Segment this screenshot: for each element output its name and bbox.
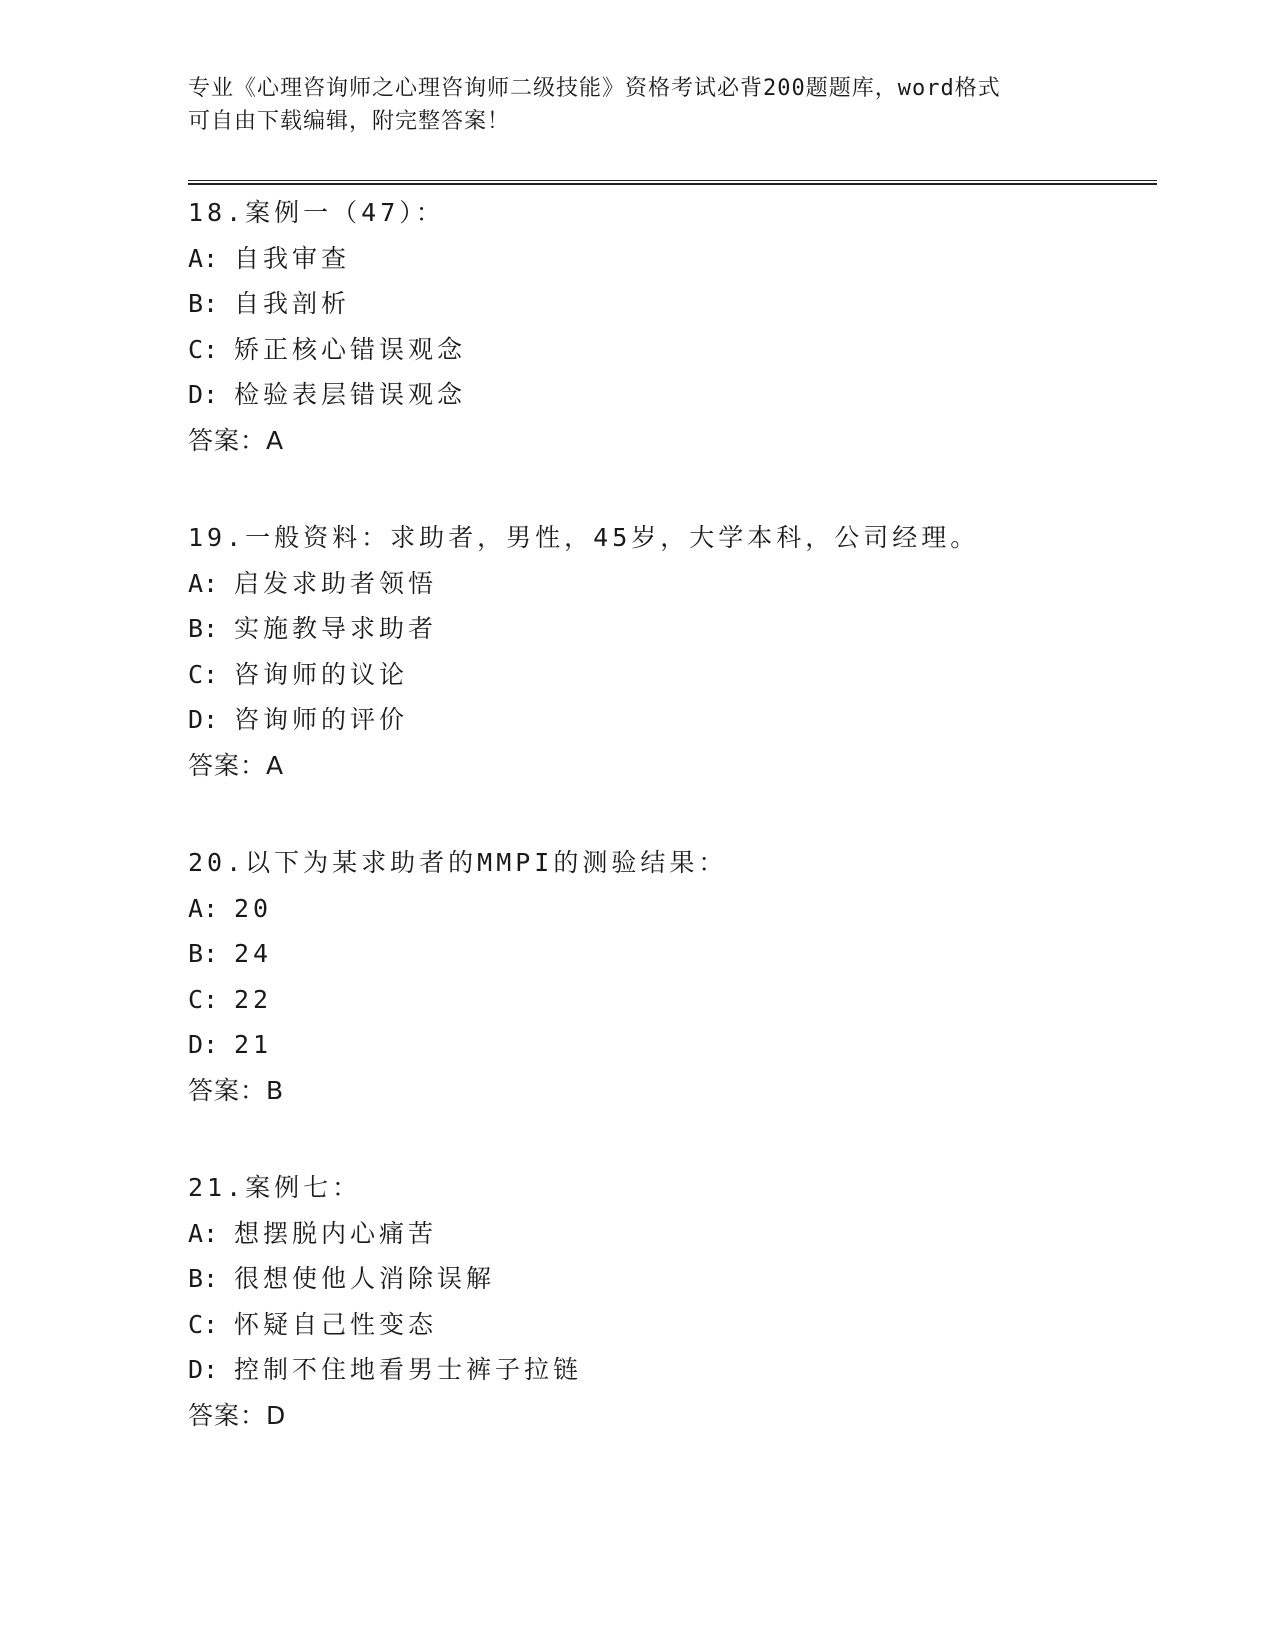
answer-line: 答案：A — [188, 425, 285, 455]
question-18 — [188, 190, 1148, 463]
option-text: 咨询师的评价 — [234, 705, 409, 734]
option-d — [188, 1022, 1148, 1068]
option-text: 20 — [234, 893, 273, 923]
question-stem: 21.案例七： — [188, 1173, 362, 1202]
option-letter: A: — [188, 893, 219, 923]
option-letter: A: — [188, 243, 219, 273]
option-c — [188, 327, 1148, 373]
option-d — [188, 697, 1148, 743]
option-text: 24 — [234, 939, 273, 968]
header-line-1: 专业《心理咨询师之心理咨询师二级技能》资格考试必背200题题库，word格式 — [188, 76, 1001, 101]
option-letter: B: — [188, 1264, 219, 1293]
question-stem: 18.案例一（47）： — [188, 198, 445, 227]
option-text: 自我审查 — [234, 243, 351, 273]
option-letter: A: — [188, 568, 219, 598]
option-text: 检验表层错误观念 — [234, 380, 467, 409]
option-letter: C: — [188, 334, 219, 364]
option-letter: D: — [188, 380, 219, 409]
option-letter: C: — [188, 659, 219, 689]
option-text: 22 — [234, 984, 273, 1014]
option-letter: B: — [188, 939, 219, 968]
option-letter: D: — [188, 1030, 219, 1059]
option-a — [188, 1211, 1148, 1257]
option-b — [188, 931, 1148, 977]
question-19 — [188, 515, 1148, 788]
question-stem: 19.一般资料：求助者，男性，45岁，大学本科，公司经理。 — [188, 523, 980, 552]
option-text: 实施教导求助者 — [234, 614, 438, 643]
option-letter: B: — [188, 289, 219, 318]
option-text: 启发求助者领悟 — [234, 568, 438, 598]
option-text: 控制不住地看男士裤子拉链 — [234, 1355, 583, 1384]
header-divider-thin — [188, 180, 1157, 181]
option-letter: A: — [188, 1218, 219, 1248]
option-letter: D: — [188, 1355, 219, 1384]
option-text: 想摆脱内心痛苦 — [234, 1218, 438, 1248]
option-text: 自我剖析 — [234, 289, 351, 318]
option-text: 很想使他人消除误解 — [234, 1264, 496, 1293]
header-divider-thick — [188, 183, 1157, 185]
question-21 — [188, 1165, 1148, 1438]
option-b — [188, 281, 1148, 327]
option-d — [188, 372, 1148, 418]
option-letter: B: — [188, 614, 219, 643]
option-a — [188, 561, 1148, 607]
option-a — [188, 236, 1148, 282]
option-c — [188, 977, 1148, 1023]
option-d — [188, 1347, 1148, 1393]
option-text: 矫正核心错误观念 — [234, 334, 467, 364]
option-letter: C: — [188, 1309, 219, 1339]
option-b — [188, 606, 1148, 652]
answer-line: 答案：A — [188, 750, 285, 780]
option-letter: D: — [188, 705, 219, 734]
option-c — [188, 1302, 1148, 1348]
answer-line: 答案：D — [188, 1400, 287, 1430]
option-b — [188, 1256, 1148, 1302]
answer-line: 答案：B — [188, 1075, 285, 1105]
question-20 — [188, 840, 1148, 1113]
option-letter: C: — [188, 984, 219, 1014]
question-list — [188, 190, 1148, 1490]
question-stem: 20.以下为某求助者的MMPI的测验结果： — [188, 848, 728, 877]
option-a — [188, 886, 1148, 932]
header-line-2: 可自由下载编辑，附完整答案！ — [188, 109, 511, 134]
document-header — [188, 72, 1088, 138]
option-text: 咨询师的议论 — [234, 659, 409, 689]
option-text: 怀疑自己性变态 — [234, 1309, 438, 1339]
option-c — [188, 652, 1148, 698]
option-text: 21 — [234, 1030, 273, 1059]
